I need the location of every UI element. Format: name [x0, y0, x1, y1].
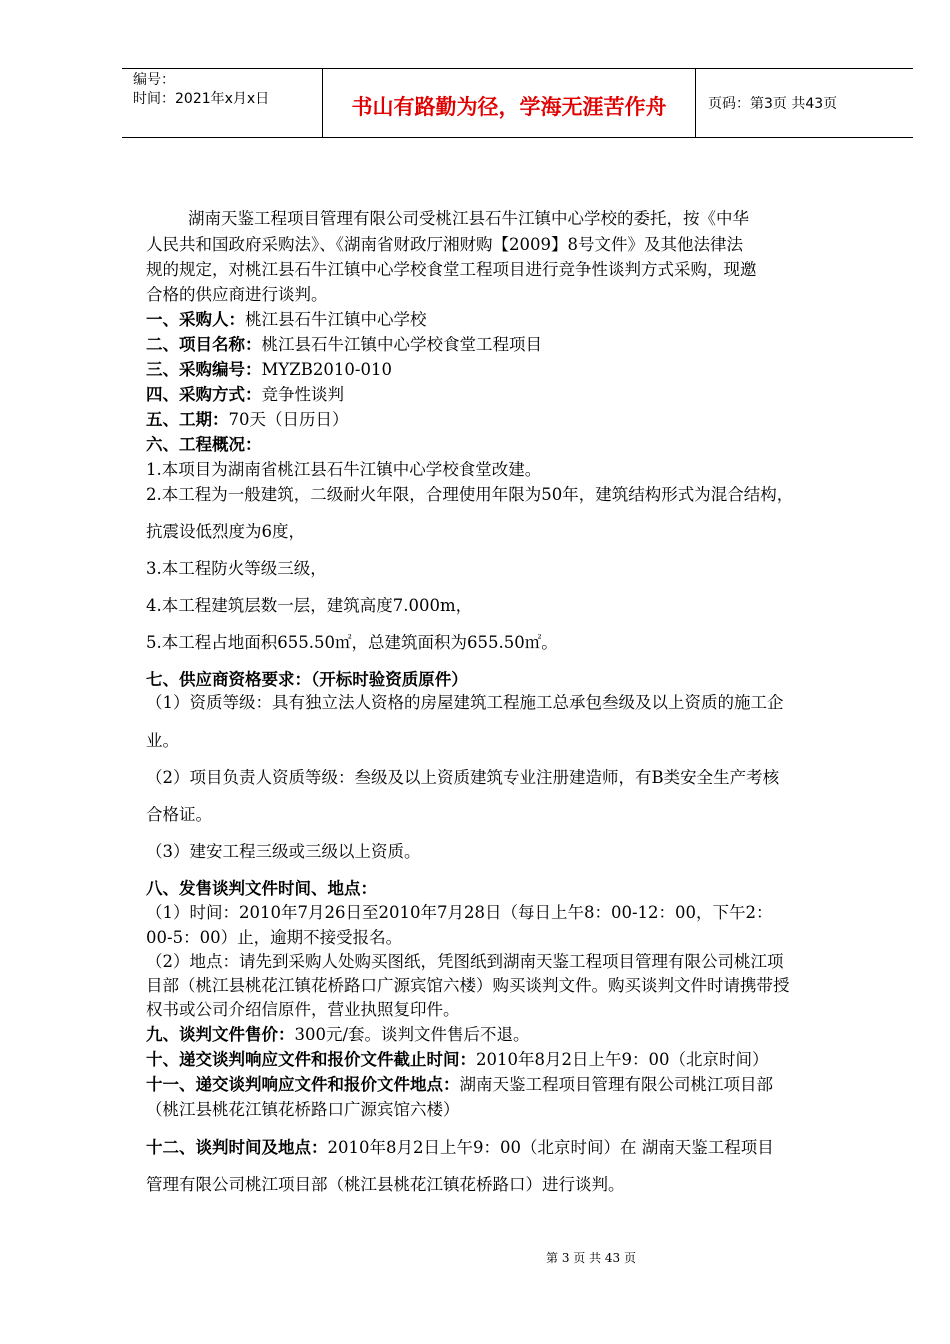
negotiation-line2: 管理有限公司桃江项目部（桃江县桃花江镇花桥路口）进行谈判。	[146, 1175, 625, 1194]
item-value: 湖南天鉴工程项目管理有限公司桃江项目部	[459, 1075, 773, 1094]
item-value: 70天（日历日）	[228, 410, 349, 429]
price-line	[146, 1024, 530, 1046]
intro-line: 合格的供应商进行谈判。	[146, 285, 328, 304]
overview-line: 2.本工程为一般建筑，二级耐火年限，合理使用年限为50年，建筑结构形式为混合结构，	[146, 485, 794, 504]
item-label: 五、工期：	[146, 410, 229, 429]
overview-line: 抗震设低烈度为6度，	[146, 522, 305, 541]
qualification-line: （3）建安工程三级或三级以上资质。	[146, 842, 421, 861]
qualification-heading	[146, 669, 468, 691]
item-buyer	[146, 309, 427, 331]
header-page-cell	[696, 69, 913, 137]
item-label: 九、谈判文件售价：	[146, 1025, 295, 1044]
item-value: MYZB2010-010	[261, 360, 392, 379]
header-motto-cell	[323, 69, 696, 137]
overview-line: 5.本工程占地面积655.50㎡，总建筑面积为655.50㎡。	[146, 633, 558, 652]
submit-place-line	[146, 1074, 773, 1096]
overview-line: 4.本工程建筑层数一层，建筑高度7.000m，	[146, 596, 473, 615]
item-value: 2010年8月2日上午9：00（北京时间）	[476, 1050, 769, 1069]
item-value: 桃江县石牛江镇中心学校食堂工程项目	[261, 335, 542, 354]
item-label: 四、采购方式：	[146, 385, 262, 404]
item-label: 十二、谈判时间及地点：	[146, 1138, 328, 1157]
intro-line: 湖南天鉴工程项目管理有限公司受桃江县石牛江镇中心学校的委托，按《中华	[188, 209, 749, 228]
intro-line: 人民共和国政府采购法》、《湖南省财政厅湘财购【2009】8号文件》及其他法律法	[146, 235, 743, 254]
sale-line: 00-5：00）止，逾期不接受报名。	[146, 928, 403, 947]
header-info-cell	[122, 69, 323, 137]
footer-page-number: 第 3 页 共 43 页	[546, 1251, 636, 1265]
item-value: 桃江县石牛江镇中心学校	[245, 310, 427, 329]
submit-place-line2: （桃江县桃花江镇花桥路口广源宾馆六楼）	[146, 1100, 460, 1119]
item-label: 二、项目名称：	[146, 335, 262, 354]
sale-heading	[146, 878, 377, 900]
item-value: 竞争性谈判	[261, 385, 344, 404]
sale-line: （1）时间：2010年7月26日至2010年7月28日（每日上午8：00-12：00，下午2：	[146, 903, 773, 922]
item-value: 300元/套。谈判文件售后不退。	[294, 1025, 530, 1044]
item-value: 2010年8月2日上午9：00（北京时间）在 湖南天鉴工程项目	[327, 1138, 774, 1157]
section-label: 八、发售谈判文件时间、地点：	[146, 879, 377, 898]
intro-line: 规的规定，对桃江县石牛江镇中心学校食堂工程项目进行竞争性谈判方式采购，现邀	[146, 260, 757, 279]
item-label: 一、采购人：	[146, 310, 245, 329]
section-label: 七、供应商资格要求：（开标时验资质原件）	[146, 670, 468, 689]
item-label: 十、递交谈判响应文件和报价文件截止时间：	[146, 1050, 476, 1069]
qualification-line: （1）资质等级：具有独立法人资格的房屋建筑工程施工总承包叁级及以上资质的施工企	[146, 693, 784, 712]
item-label: 十一、递交谈判响应文件和报价文件地点：	[146, 1075, 460, 1094]
time-label: 时间：2021年x月x日	[133, 91, 270, 107]
sale-line: 目部（桃江县桃花江镇花桥路口广源宾馆六楼）购买谈判文件。购买谈判文件时请携带授	[146, 976, 790, 995]
qualification-line: 业。	[146, 731, 179, 750]
item-label: 三、采购编号：	[146, 360, 262, 379]
sale-line: 权书或公司介绍信原件，营业执照复印件。	[146, 1000, 460, 1019]
page-footer	[0, 1249, 950, 1266]
motto: 书山有路勤为径，学海无涯苦作舟	[351, 95, 667, 119]
overview-line: 1.本项目为湖南省桃江县石牛江镇中心学校食堂改建。	[146, 460, 542, 479]
qualification-line: 合格证。	[146, 805, 212, 824]
item-project	[146, 334, 542, 356]
overview-line: 3.本工程防火等级三级，	[146, 559, 327, 578]
item-code	[146, 359, 392, 381]
qualification-line: （2）项目负责人资质等级：叁级及以上资质建筑专业注册建造师，有B类安全生产考核	[146, 768, 780, 787]
item-label: 六、工程概况：	[146, 435, 262, 454]
deadline-line	[146, 1049, 768, 1071]
item-period	[146, 409, 349, 431]
sale-line: （2）地点：请先到采购人处购买图纸，凭图纸到湖南天鉴工程项目管理有限公司桃江项	[146, 952, 784, 971]
page-label: 页码：第3页 共43页	[708, 96, 838, 112]
header-table	[122, 68, 913, 138]
item-overview	[146, 434, 262, 456]
item-method	[146, 384, 344, 406]
number-label: 编号：	[133, 72, 175, 88]
negotiation-line	[146, 1137, 774, 1159]
